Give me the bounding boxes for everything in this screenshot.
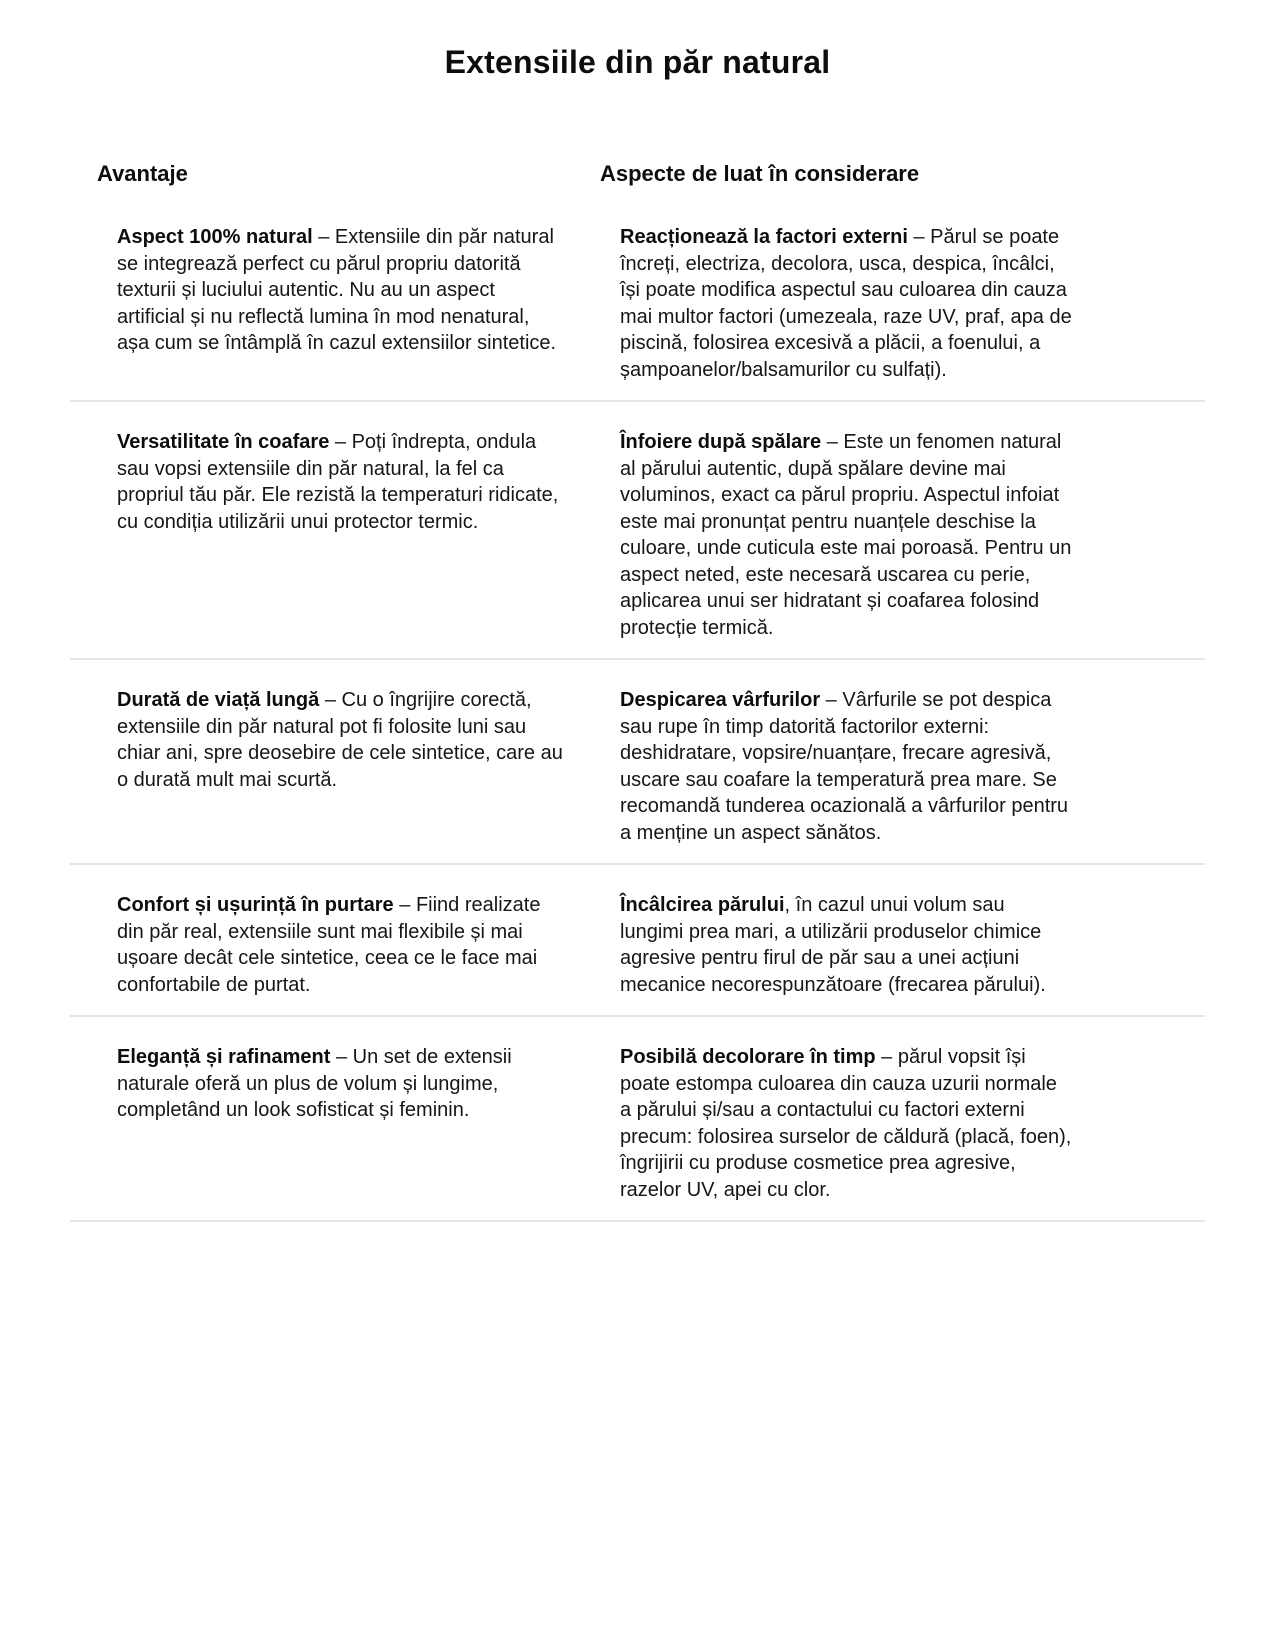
consideration-description: părul vopsit își poate estompa culoarea din cauza uzurii normale a părului și/sau a contactului cu factori externi precum: folosirea surselor de căldură (placă, foen), îngrijirii cu produse cosmetice prea agresive, razelor UV, apei cu clor. [620, 1046, 1072, 1201]
advantage-item [70, 402, 573, 658]
advantage-term: Versatilitate în coafare [117, 431, 330, 453]
advantage-term: Eleganță și rafinament [117, 1046, 331, 1068]
consideration-item [573, 865, 1205, 1015]
advantage-description: Un set de extensii naturale oferă un plus de volum și lungime, completând un look sofisticat și feminin. [117, 1046, 512, 1121]
advantage-term: Aspect 100% natural [117, 226, 313, 248]
separator: – [329, 431, 352, 453]
column-header-advantages: Avantaje [97, 161, 188, 186]
consideration-text [620, 224, 1072, 383]
page-title: Extensiile din păr natural [444, 44, 831, 80]
table-row [70, 865, 1205, 1017]
table-row [70, 402, 1205, 660]
consideration-item [573, 1017, 1205, 1220]
advantage-text [117, 1044, 563, 1124]
advantage-item [70, 865, 573, 1015]
separator: – [330, 1046, 353, 1068]
consideration-item [573, 197, 1205, 400]
advantage-term: Confort și ușurință în purtare [117, 894, 394, 916]
table-row [70, 197, 1205, 402]
advantage-description: Poți îndrepta, ondula sau vopsi extensiile din păr natural, la fel ca propriul tău păr. Ele rezistă la temperaturi ridicate, cu condiția utilizării unui protector termic. [117, 431, 559, 533]
advantage-description: Fiind realizate din păr real, extensiile sunt mai flexibile și mai ușoare decât cele sintetice, ceea ce le face mai confortabile de purtat. [117, 894, 541, 996]
separator: – [821, 431, 844, 453]
consideration-description: în cazul unui volum sau lungimi prea mari, a utilizării produselor chimice agresive pentru firul de păr sau a unei acțiuni mecanice necorespunzătoare (frecarea părului). [620, 894, 1046, 996]
consideration-item [573, 402, 1205, 658]
consideration-term: Înfoiere după spălare [620, 431, 822, 453]
separator: – [319, 689, 342, 711]
advantage-text [117, 429, 563, 535]
column-headers [70, 161, 1205, 187]
separator: – [820, 689, 843, 711]
table-row [70, 1017, 1205, 1222]
advantage-text [117, 687, 563, 793]
separator: , [784, 894, 796, 916]
advantage-item [70, 1017, 573, 1220]
table-row [70, 660, 1205, 865]
advantage-term: Durată de viață lungă [117, 689, 320, 711]
separator: – [875, 1046, 898, 1068]
consideration-item [573, 660, 1205, 863]
separator: – [907, 226, 931, 248]
comparison-table [70, 197, 1205, 1222]
consideration-description: Vârfurile se pot despica sau rupe în timp datorită factorilor externi: deshidratare, vopsire/nuanțare, frecare agresivă, uscare sau coafare la temperatură prea mare. Se recomandă tunderea ocazională a vârfurilor pentru a menține un aspect sănătos. [620, 689, 1069, 844]
advantage-text [117, 892, 563, 998]
advantage-description: Extensiile din păr natural se integrează perfect cu părul propriu datorită texturii și luciului autentic. Nu au un aspect artificial și nu reflectă lumina în mod nenatural, așa cum se întâmplă în cazul extensiilor sintetice. [117, 226, 557, 354]
consideration-term: Reacționează la factori externi [620, 226, 908, 248]
advantage-text [117, 224, 563, 357]
consideration-text [620, 892, 1072, 998]
consideration-description: Părul se poate încreți, electriza, decolora, usca, despica, încâlci, își poate modifica aspectul sau culoarea din cauza mai multor factori (umezeala, raze UV, praf, apa de piscină, folosirea excesivă a plăcii, a foenului, a șampoanelor/balsamurilor cu sulfați). [620, 226, 1072, 381]
consideration-description: Este un fenomen natural al părului autentic, după spălare devine mai voluminos, exact ca părul propriu. Aspectul infoiat este mai pronunțat pentru nuanțele deschise la culoare, unde cuticula este mai poroasă. Pentru un aspect neted, este necesară uscarea cu perie, aplicarea unui ser hidratant și coafarea folosind protecție termică. [620, 431, 1072, 639]
separator: – [312, 226, 335, 248]
consideration-text [620, 429, 1072, 641]
advantage-item [70, 197, 573, 400]
advantage-item [70, 660, 573, 863]
consideration-text [620, 1044, 1072, 1203]
consideration-term: Posibilă decolorare în timp [620, 1046, 876, 1068]
consideration-term: Despicarea vârfurilor [620, 689, 821, 711]
advantage-description: Cu o îngrijire corectă, extensiile din păr natural pot fi folosite luni sau chiar ani, spre deosebire de cele sintetice, care au o durată mult mai scurtă. [117, 689, 563, 791]
column-header-considerations: Aspecte de luat în considerare [600, 161, 920, 186]
consideration-term: Încâlcirea părului [620, 894, 785, 916]
separator: – [393, 894, 416, 916]
consideration-text [620, 687, 1072, 846]
